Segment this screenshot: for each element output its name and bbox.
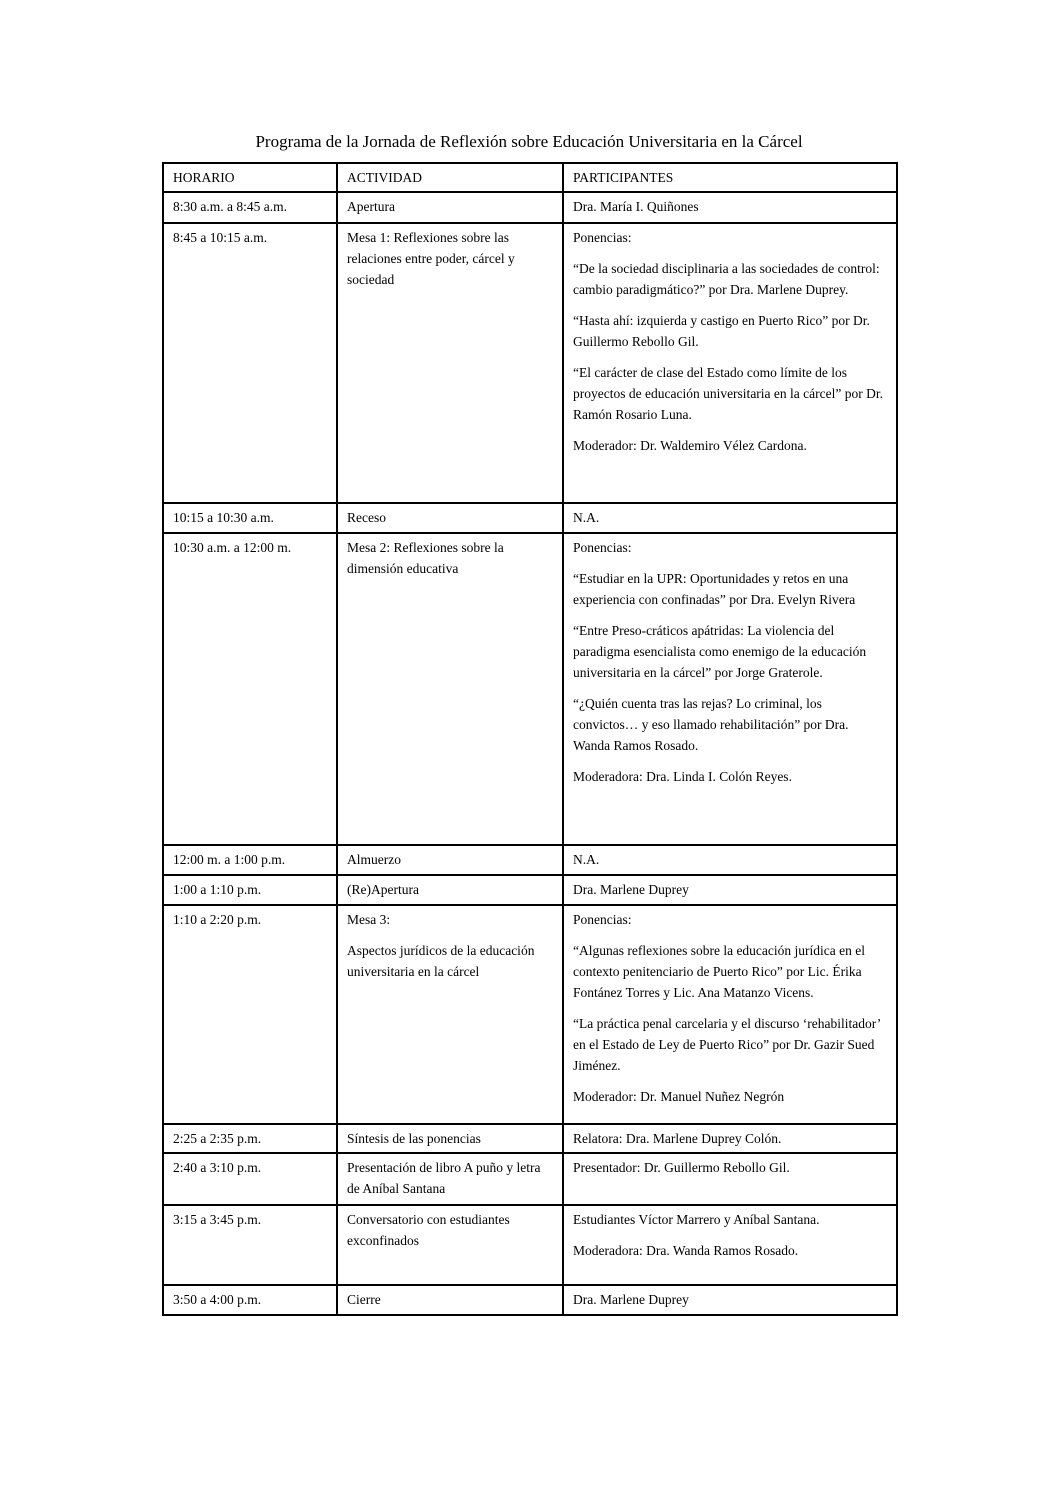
paragraph: Ponencias:: [573, 912, 632, 927]
cell-actividad: [337, 503, 563, 533]
cell-horario: [163, 223, 337, 503]
paragraph: 1:00 a 1:10 p.m.: [173, 882, 262, 897]
cell-actividad: [337, 875, 563, 905]
paragraph: Aspectos jurídicos de la educación universitaria en la cárcel: [347, 943, 535, 979]
cell-participantes: [563, 1124, 897, 1153]
paragraph: Receso: [347, 510, 386, 525]
paragraph: “Estudiar en la UPR: Oportunidades y retos en una experiencia con confinadas” por Dra. Evelyn Rivera: [573, 571, 856, 607]
table-row: [163, 1153, 897, 1205]
paragraph: 12:00 m. a 1:00 p.m.: [173, 852, 286, 867]
cell-horario: [163, 1285, 337, 1315]
paragraph: “Algunas reflexiones sobre la educación jurídica en el contexto penitenciario de Puerto Rico” por Lic. Érika Fontánez Torres y Lic. Ana Matanzo Vicens.: [573, 943, 866, 1000]
cell-actividad: [337, 533, 563, 845]
cell-participantes: [563, 1285, 897, 1315]
paragraph: 8:45 a 10:15 a.m.: [173, 230, 268, 245]
cell-horario: [163, 533, 337, 845]
table-row: [163, 1205, 897, 1285]
cell-horario: [163, 1153, 337, 1205]
paragraph: Dra. Marlene Duprey: [573, 882, 689, 897]
cell-horario: [163, 192, 337, 223]
page-title: Programa de la Jornada de Reflexión sobre Educación Universitaria en la Cárcel: [255, 132, 803, 151]
paragraph: 8:30 a.m. a 8:45 a.m.: [173, 199, 287, 214]
cell-horario: [163, 1124, 337, 1153]
cell-participantes: [563, 875, 897, 905]
paragraph: 1:10 a 2:20 p.m.: [173, 912, 262, 927]
table-row: [163, 875, 897, 905]
paragraph: “Hasta ahí: izquierda y castigo en Puerto Rico” por Dr. Guillermo Rebollo Gil.: [573, 313, 870, 349]
paragraph: 3:15 a 3:45 p.m.: [173, 1212, 262, 1227]
paragraph: 2:40 a 3:10 p.m.: [173, 1160, 262, 1175]
table-row: [163, 845, 897, 875]
paragraph: Ponencias:: [573, 540, 632, 555]
paragraph: N.A.: [573, 510, 600, 525]
paragraph: 3:50 a 4:00 p.m.: [173, 1292, 262, 1307]
paragraph: “De la sociedad disciplinaria a las sociedades de control: cambio paradigmático?” por Dra. Marlene Duprey.: [573, 261, 880, 297]
paragraph: Almuerzo: [347, 852, 401, 867]
cell-horario: [163, 905, 337, 1124]
cell-horario: [163, 1205, 337, 1285]
cell-participantes: [563, 533, 897, 845]
paragraph: Presentación de libro A puño y letra de Aníbal Santana: [347, 1160, 541, 1196]
column-header-actividad: ACTIVIDAD: [337, 163, 563, 192]
cell-actividad: [337, 223, 563, 503]
cell-participantes: [563, 1205, 897, 1285]
cell-participantes: [563, 503, 897, 533]
paragraph: Estudiantes Víctor Marrero y Aníbal Santana.: [573, 1212, 820, 1227]
cell-participantes: [563, 845, 897, 875]
table-row: [163, 503, 897, 533]
cell-actividad: [337, 1285, 563, 1315]
cell-actividad: [337, 1205, 563, 1285]
paragraph: 10:15 a 10:30 a.m.: [173, 510, 274, 525]
table-row: [163, 1285, 897, 1315]
paragraph: (Re)Apertura: [347, 882, 419, 897]
cell-actividad: [337, 845, 563, 875]
column-header-horario: HORARIO: [163, 163, 337, 192]
paragraph: Dra. María I. Quiñones: [573, 199, 699, 214]
paragraph: Mesa 1: Reflexiones sobre las relaciones entre poder, cárcel y sociedad: [347, 230, 515, 287]
paragraph: Relatora: Dra. Marlene Duprey Colón.: [573, 1131, 782, 1146]
paragraph: Mesa 2: Reflexiones sobre la dimensión educativa: [347, 540, 504, 576]
program-table: [162, 162, 898, 1316]
cell-participantes: [563, 192, 897, 223]
paragraph: “Entre Preso-cráticos apátridas: La violencia del paradigma esencialista como enemigo de la educación universitaria en la cárcel” por Jorge Graterole.: [573, 623, 867, 680]
column-header-participantes: PARTICIPANTES: [563, 163, 897, 192]
paragraph: Moderador: Dr. Manuel Nuñez Negrón: [573, 1089, 785, 1104]
paragraph: “La práctica penal carcelaria y el discurso ‘rehabilitador’ en el Estado de Ley de Puerto Rico” por Dr. Gazir Sued Jiménez.: [573, 1016, 881, 1073]
cell-participantes: [563, 223, 897, 503]
cell-actividad: [337, 1153, 563, 1205]
paragraph: N.A.: [573, 852, 600, 867]
paragraph: 2:25 a 2:35 p.m.: [173, 1131, 262, 1146]
cell-horario: [163, 875, 337, 905]
table-row: [163, 533, 897, 845]
table-row: [163, 192, 897, 223]
cell-participantes: [563, 1153, 897, 1205]
cell-participantes: [563, 905, 897, 1124]
paragraph: Moderador: Dr. Waldemiro Vélez Cardona.: [573, 438, 807, 453]
cell-actividad: [337, 905, 563, 1124]
table-row: [163, 223, 897, 503]
table-row: [163, 1124, 897, 1153]
paragraph: “El carácter de clase del Estado como límite de los proyectos de educación universitaria en la cárcel” por Dr. Ramón Rosario Luna.: [573, 365, 883, 422]
paragraph: Ponencias:: [573, 230, 632, 245]
paragraph: Presentador: Dr. Guillermo Rebollo Gil.: [573, 1160, 790, 1175]
table-row: [163, 905, 897, 1124]
paragraph: Mesa 3:: [347, 912, 391, 927]
cell-horario: [163, 845, 337, 875]
paragraph: Cierre: [347, 1292, 381, 1307]
paragraph: Dra. Marlene Duprey: [573, 1292, 689, 1307]
paragraph: 10:30 a.m. a 12:00 m.: [173, 540, 292, 555]
paragraph: Moderadora: Dra. Linda I. Colón Reyes.: [573, 769, 792, 784]
paragraph: Moderadora: Dra. Wanda Ramos Rosado.: [573, 1243, 799, 1258]
cell-horario: [163, 503, 337, 533]
cell-actividad: [337, 1124, 563, 1153]
paragraph: Apertura: [347, 199, 395, 214]
paragraph: Síntesis de las ponencias: [347, 1131, 481, 1146]
paragraph: Conversatorio con estudiantes exconfinados: [347, 1212, 510, 1248]
cell-actividad: [337, 192, 563, 223]
header-row: [163, 163, 897, 192]
paragraph: “¿Quién cuenta tras las rejas? Lo criminal, los convictos… y eso llamado rehabilitación” por Dra. Wanda Ramos Rosado.: [573, 696, 849, 753]
